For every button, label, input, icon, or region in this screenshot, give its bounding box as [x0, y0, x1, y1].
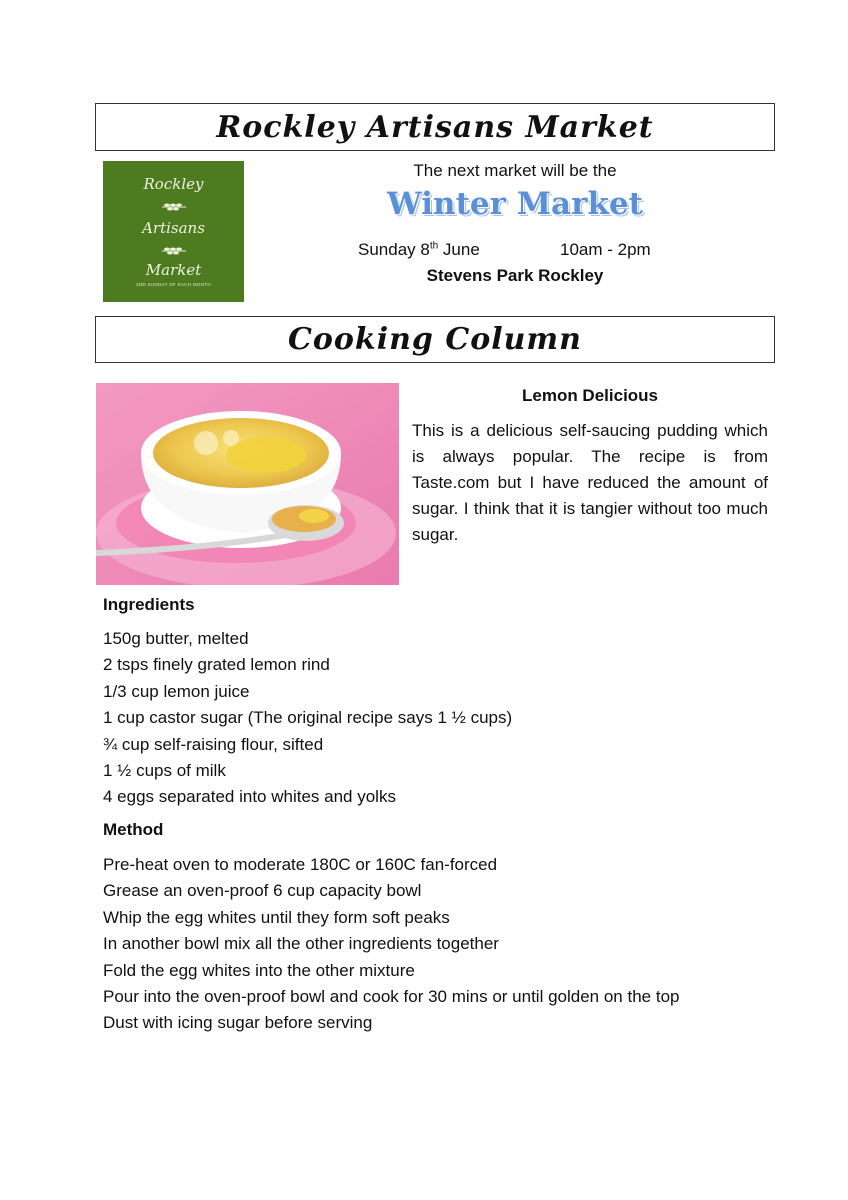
- ingredient-item: 2 tsps finely grated lemon rind: [103, 655, 330, 675]
- method-step: Pour into the oven-proof bowl and cook for 30 mins or until golden on the top: [103, 987, 680, 1007]
- banner-title: Rockley Artisans Market: [216, 109, 654, 145]
- logo-line-3: Market: [145, 261, 202, 279]
- cooking-column-banner: [95, 316, 775, 363]
- recipe-intro: This is a delicious self-saucing pudding which is always popular. The recipe is from Taste.com but I have reduced the amount of sugar. I think that it is tangier without too much sugar.: [412, 421, 768, 544]
- lemon-pudding-image: [96, 383, 399, 585]
- market-day-suffix: th: [429, 240, 439, 252]
- method-step: Grease an oven-proof 6 cup capacity bowl: [103, 881, 422, 901]
- recipe-title: Lemon Delicious: [521, 386, 659, 405]
- ingredient-item: 1 ½ cups of milk: [103, 761, 226, 781]
- method-step: Fold the egg whites into the other mixture: [103, 960, 415, 980]
- logo-tagline: 2ND SUNDAY OF EACH MONTH: [136, 282, 211, 287]
- ingredient-item: 4 eggs separated into whites and yolks: [103, 787, 396, 807]
- next-market-text: The next market will be the: [413, 161, 617, 180]
- market-banner: [95, 103, 775, 151]
- method-heading: Method: [103, 820, 164, 839]
- ingredient-item: 1 cup castor sugar (The original recipe says 1 ½ cups): [103, 708, 513, 728]
- market-name: Winter Market: [386, 186, 643, 222]
- ingredient-item: 150g butter, melted: [103, 629, 249, 648]
- market-logo: [103, 161, 244, 302]
- sprig-icon: [161, 245, 187, 257]
- market-venue: Stevens Park Rockley: [426, 266, 604, 285]
- logo-line-1: Rockley: [143, 175, 204, 193]
- market-time: 10am - 2pm: [560, 240, 651, 259]
- cooking-column-title: Cooking Column: [288, 322, 582, 357]
- method-list: [103, 852, 769, 1037]
- sprig-icon: [161, 201, 187, 213]
- ingredients-heading: Ingredients: [103, 595, 195, 614]
- method-step: Dust with icing sugar before serving: [103, 1013, 373, 1033]
- method-step: Whip the egg whites until they form soft peaks: [103, 907, 450, 927]
- method-step: In another bowl mix all the other ingredients together: [103, 934, 499, 954]
- market-day: Sunday 8: [358, 240, 430, 259]
- market-date: [358, 240, 480, 260]
- ingredient-item: 1/3 cup lemon juice: [103, 681, 250, 701]
- market-month: June: [438, 240, 480, 259]
- ingredients-list: [103, 626, 769, 811]
- method-step: Pre-heat oven to moderate 180C or 160C fan-forced: [103, 855, 498, 874]
- logo-line-2: Artisans: [142, 219, 205, 237]
- pudding-photo: [96, 383, 399, 585]
- ingredient-item: ¾ cup self-raising flour, sifted: [103, 734, 324, 754]
